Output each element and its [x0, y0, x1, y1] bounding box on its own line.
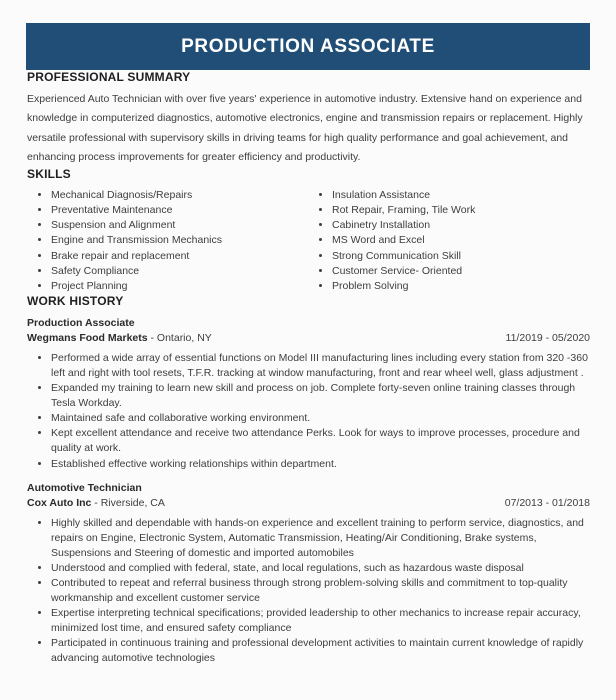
- list-item: • Contributed to repeat and referral business through strong problem-solving skills and commitment to top-quality workmanship and excellent customer service: [51, 576, 590, 606]
- summary-section-heading: PROFESSIONAL SUMMARY: [27, 70, 191, 84]
- job-company-location: [27, 496, 165, 511]
- skills-column-right: [308, 188, 589, 294]
- job-subline: [27, 331, 590, 346]
- list-item: • Expanded my training to learn new skill and process on job. Complete forty-seven online training classes through Tesla Workday.: [51, 381, 590, 411]
- list-item: • Cabinetry Installation: [332, 218, 589, 233]
- skills-list-left: [27, 188, 308, 294]
- job-title: Automotive Technician: [27, 481, 142, 494]
- job-company: Cox Auto Inc: [27, 496, 92, 509]
- list-item: • MS Word and Excel: [332, 233, 589, 248]
- skills-columns: [27, 188, 590, 294]
- resume-content: [27, 70, 590, 667]
- summary-paragraph: Experienced Auto Technician with over five years' experience in automotive industry. Extensive hand on experience and knowledge in computerized diagnostics, automotive electronics, engine and transmission repairs or replacement. Highly versatile professional with supervisory skills in driving teams for high quality performance and goal achievement, and enhancing process improvements for greater efficiency and productivity.: [27, 93, 583, 163]
- job-company: Wegmans Food Markets: [27, 331, 148, 344]
- list-item: • Brake repair and replacement: [51, 249, 308, 264]
- list-item: • Performed a wide array of essential functions on Model III manufacturing lines including every station from 320 -360 left and right with tool resets, T.F.R. tracking at window manufacturing, front and rear wheel well, glass adjustment .: [51, 351, 590, 381]
- job-subline: [27, 496, 590, 511]
- list-item: • Mechanical Diagnosis/Repairs: [51, 188, 308, 203]
- job-title: Production Associate: [27, 316, 135, 329]
- skills-column-left: [27, 188, 308, 294]
- list-item: • Kept excellent attendance and receive two attendance Perks. Look for ways to improve processes, procedure and quality at work.: [51, 426, 590, 456]
- job-bullet-list: [27, 516, 590, 667]
- list-item: • Engine and Transmission Mechanics: [51, 233, 308, 248]
- job-company-location: [27, 331, 212, 346]
- list-item: • Understood and complied with federal, state, and local regulations, such as hazardous waste disposal: [51, 561, 590, 576]
- list-item: • Suspension and Alignment: [51, 218, 308, 233]
- resume-title: PRODUCTION ASSOCIATE: [181, 35, 435, 57]
- job-dates: 07/2013 - 01/2018: [504, 496, 590, 509]
- list-item: • Expertise interpreting technical specifications; provided leadership to other mechanics to increase repair accuracy, minimized lost time, and ensured safety compliance: [51, 606, 590, 636]
- list-item: • Established effective working relationships within department.: [51, 457, 590, 472]
- list-item: • Strong Communication Skill: [332, 249, 589, 264]
- list-item: • Problem Solving: [332, 279, 589, 294]
- list-item: • Project Planning: [51, 279, 308, 294]
- list-item: • Maintained safe and collaborative working environment.: [51, 411, 590, 426]
- work-history-section-heading: WORK HISTORY: [27, 293, 124, 308]
- list-item: • Insulation Assistance: [332, 188, 589, 203]
- job-dates: 11/2019 - 05/2020: [505, 331, 590, 344]
- list-item: • Safety Compliance: [51, 264, 308, 279]
- job-entry: [27, 481, 590, 667]
- resume-header-bar: [26, 23, 590, 70]
- job-location: - Ontario, NY: [147, 331, 212, 344]
- list-item: • Rot Repair, Framing, Tile Work: [332, 203, 589, 218]
- list-item: • Highly skilled and dependable with hands-on experience and excellent training to perform service, diagnostics, and repairs on Engine, Electronic System, Automatic Transmission, Heating/Air Conditioning, Brake systems, Suspensions and Steering of domestic and imported automobiles: [51, 516, 590, 561]
- list-item: • Participated in continuous training and professional development activities to maintain current knowledge of rapidly advancing automotive technologies: [51, 636, 590, 666]
- list-item: • Customer Service- Oriented: [332, 264, 589, 279]
- list-item: • Preventative Maintenance: [51, 203, 308, 218]
- skills-list-right: [308, 188, 589, 294]
- job-location: - Riverside, CA: [91, 496, 165, 509]
- job-entry: [27, 316, 590, 472]
- job-bullet-list: [27, 351, 590, 472]
- skills-section-heading: SKILLS: [27, 167, 71, 182]
